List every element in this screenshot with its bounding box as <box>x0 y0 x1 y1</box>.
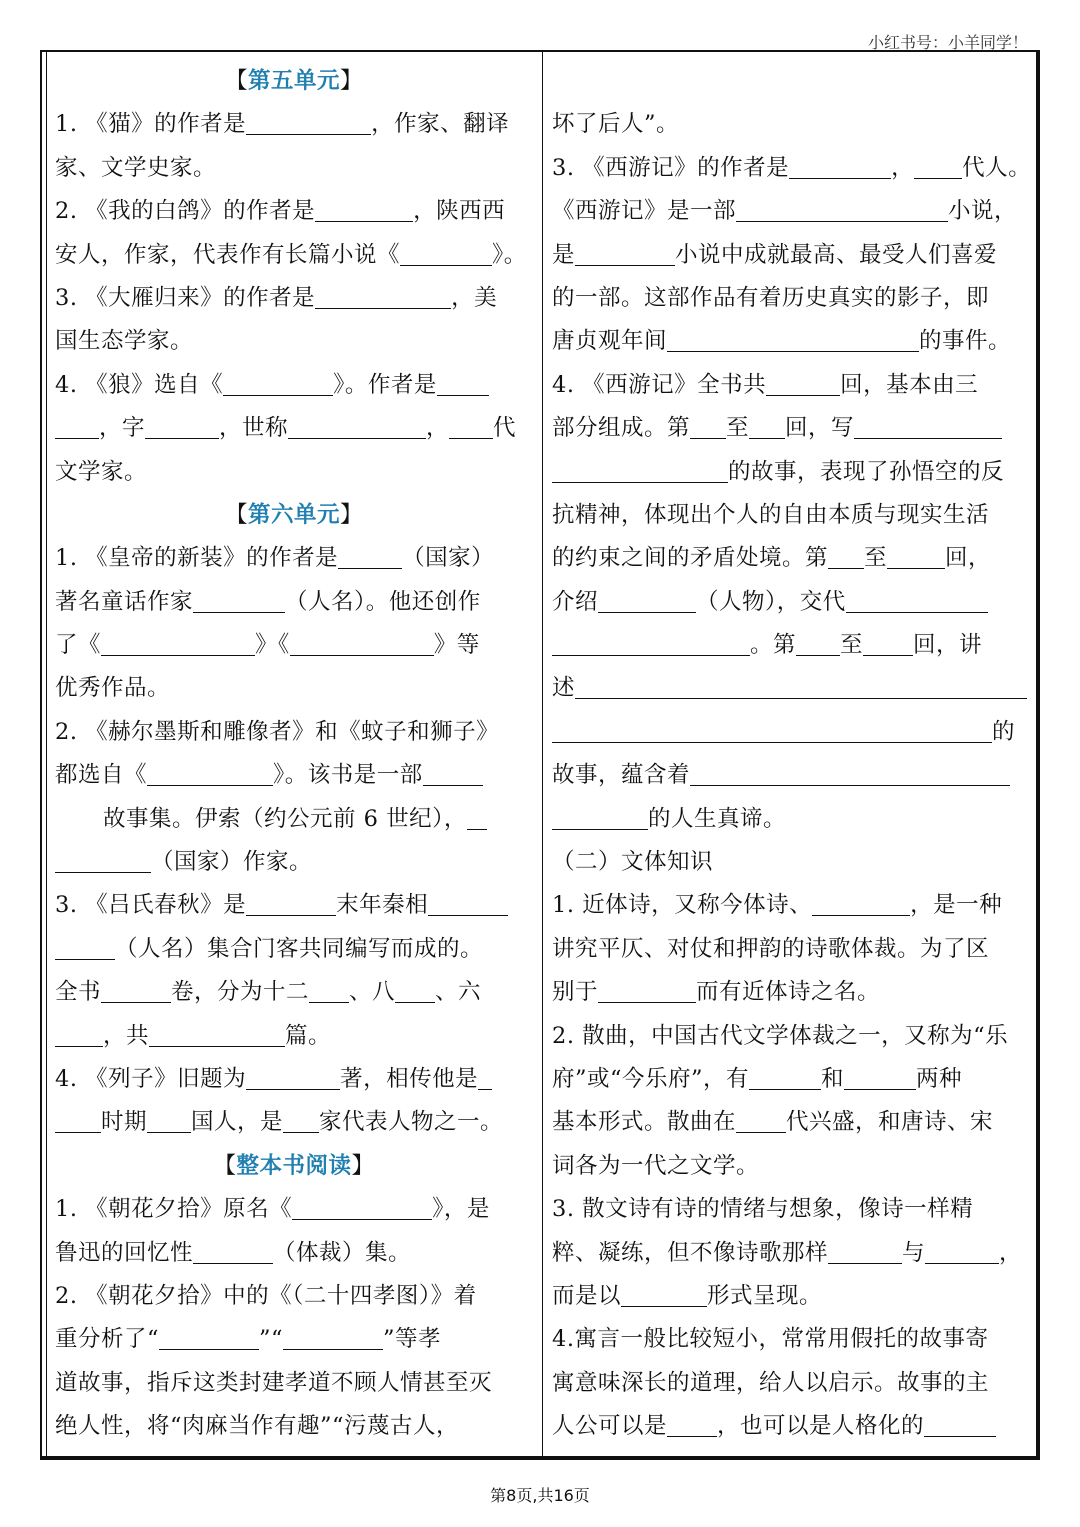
q-emperor-line2: 著名童话作家 （人名）。他还创作 <box>55 581 533 624</box>
q-sanqu-line3: 基本形式。散曲在 代兴盛，和唐诗、宋 <box>552 1101 1030 1144</box>
q-aesop-line3: 故事集。伊索（约公元前 6 世纪）， <box>55 798 533 841</box>
answer-blank[interactable] <box>423 759 483 786</box>
watermark: 小红书号：小羊同学！ <box>867 33 1028 52</box>
answer-blank[interactable] <box>796 629 840 656</box>
q-chapters-line10: 故事，蕴含着 <box>552 754 1030 797</box>
answer-blank[interactable] <box>846 586 988 613</box>
answer-blank[interactable] <box>55 412 99 439</box>
answer-blank[interactable] <box>437 369 489 396</box>
answer-blank[interactable] <box>223 369 333 396</box>
q-chapters-line9: 的 <box>552 711 1030 754</box>
answer-blank[interactable] <box>812 889 910 916</box>
q-sanqu-line1: 2. 散曲，中国古代文学体裁之一，又称为“乐 <box>552 1022 1009 1049</box>
answer-blank[interactable] <box>925 1237 999 1264</box>
answer-blank[interactable] <box>288 412 426 439</box>
q-lushi-line2: （人名）集合门客共同编写而成的。 <box>55 928 533 971</box>
q-fable-line3: 人公可以是 ，也可以是人格化的 <box>552 1405 1030 1448</box>
right-column <box>552 60 1030 1449</box>
whole-book-heading: 【整本书阅读】 <box>213 1152 375 1179</box>
q-liezi-line1: 4. 《列子》旧题为 著，相传他是 <box>55 1058 533 1101</box>
q-xiyou-line3: 是 小说中成就最高、最受人们喜爱 <box>552 234 1030 277</box>
unit5-heading: 【第五单元】 <box>224 68 364 94</box>
answer-blank[interactable] <box>914 152 962 179</box>
answer-blank[interactable] <box>863 629 913 656</box>
answer-blank[interactable] <box>400 239 492 266</box>
answer-blank[interactable] <box>246 889 336 916</box>
q-morning-line2: 鲁迅的回忆性 （体裁）集。 <box>55 1232 533 1275</box>
answer-blank[interactable] <box>598 976 696 1003</box>
q-emperor-line1: 1. 《皇帝的新装》的作者是 （国家） <box>55 537 533 580</box>
answer-blank[interactable] <box>844 1063 916 1090</box>
q-cat-line2: 家、文学史家。 <box>55 154 217 181</box>
answer-blank[interactable] <box>283 1106 319 1133</box>
answer-blank[interactable] <box>552 456 728 483</box>
answer-blank[interactable] <box>395 976 435 1003</box>
q-emperor-line3: 了《 》《 》等 <box>55 624 533 667</box>
section-genre-heading: （二）文体知识 <box>552 849 714 876</box>
q-wolf-line2: ，字 ，世称 ， 代 <box>55 407 533 450</box>
q-xiyou-line2: 《西游记》是一部 小说， <box>552 190 1030 233</box>
answer-blank[interactable] <box>338 542 402 569</box>
answer-blank[interactable] <box>145 412 219 439</box>
q-pigeon-line1: 2. 《我的白鸽》的作者是 ，陕西西 <box>55 190 533 233</box>
answer-blank[interactable] <box>575 239 675 266</box>
answer-blank[interactable] <box>55 1106 101 1133</box>
answer-blank[interactable] <box>101 976 171 1003</box>
answer-blank[interactable] <box>924 1410 996 1437</box>
answer-blank[interactable] <box>789 152 891 179</box>
answer-blank[interactable] <box>478 1063 492 1090</box>
q-fable-line2: 寓意味深长的道理，给人以启示。故事的主 <box>552 1369 990 1396</box>
q-filial-line2: 重分析了“ ”“ ”等孝 <box>55 1318 533 1361</box>
answer-blank[interactable] <box>854 412 1002 439</box>
answer-blank[interactable] <box>315 282 451 309</box>
answer-blank[interactable] <box>290 629 434 656</box>
answer-blank[interactable] <box>749 1063 821 1090</box>
q-chapters-line5: 的约束之间的矛盾处境。第 至 回， <box>552 537 1030 580</box>
q-chapters-line11: 的人生真谛。 <box>552 798 1030 841</box>
answer-blank[interactable] <box>467 803 487 830</box>
q-aesop-line4: （国家）作家。 <box>55 841 533 884</box>
answer-blank[interactable] <box>283 1323 383 1350</box>
answer-blank[interactable] <box>667 1410 717 1437</box>
page-number: 第8页,共16页 <box>490 1486 590 1505</box>
answer-blank[interactable] <box>159 1323 259 1350</box>
q-filial-line1: 2. 《朝花夕拾》中的《（二十四孝图）》着 <box>55 1282 477 1309</box>
q-xiyou-line4: 的一部。这部作品有着历史真实的影子，即 <box>552 284 990 311</box>
q-prosepoem-line2: 粹、凝练，但不像诗歌那样 与 ， <box>552 1232 1030 1275</box>
answer-blank[interactable] <box>449 412 493 439</box>
q-emperor-line4: 优秀作品。 <box>55 675 171 702</box>
answer-blank[interactable] <box>309 976 349 1003</box>
answer-blank[interactable] <box>428 889 508 916</box>
frame-inner-rule <box>46 52 47 1456</box>
answer-blank[interactable] <box>736 195 948 222</box>
q-wolf-line1: 4. 《狼》选自《 》。作者是 <box>55 364 533 407</box>
q-aesop-line2: 都选自《 》。该书是一部 <box>55 754 533 797</box>
answer-blank[interactable] <box>828 542 864 569</box>
q-prosepoem-line1: 3. 散文诗有诗的情绪与想象，像诗一样精 <box>552 1196 974 1223</box>
q-poem-line3: 别于 而有近体诗之名。 <box>552 971 1030 1014</box>
answer-blank[interactable] <box>55 1020 103 1047</box>
answer-blank[interactable] <box>552 629 750 656</box>
q-chapters-line4: 抗精神，体现出个人的自由本质与现实生活 <box>552 501 990 528</box>
answer-blank[interactable] <box>690 759 1010 786</box>
q-filial-line4: 绝人性，将“肉麻当作有趣”“污蔑古人， <box>55 1413 460 1440</box>
q-liezi-line2: 时期 国人，是 家代表人物之一。 <box>55 1101 533 1144</box>
answer-blank[interactable] <box>552 716 992 743</box>
column-divider <box>542 52 543 1456</box>
answer-blank[interactable] <box>621 1280 707 1307</box>
answer-blank[interactable] <box>667 325 919 352</box>
q-lushi-line1: 3. 《吕氏春秋》是 末年秦相 <box>55 884 533 927</box>
answer-blank[interactable] <box>736 1106 786 1133</box>
q-chapters-line3: 的故事，表现了孙悟空的反 <box>552 451 1030 494</box>
answer-blank[interactable] <box>246 1063 340 1090</box>
answer-blank[interactable] <box>147 1106 191 1133</box>
q-geese-line2: 国生态学家。 <box>55 328 194 355</box>
answer-blank[interactable] <box>101 629 255 656</box>
q-xiyou-line5: 唐贞观年间 的事件。 <box>552 320 1030 363</box>
worksheet-frame <box>40 50 1040 1460</box>
answer-blank[interactable] <box>887 542 945 569</box>
q-aesop-line1: 2. 《赫尔墨斯和雕像者》和《蚊子和狮子》 <box>55 718 500 745</box>
answer-blank[interactable] <box>828 1237 902 1264</box>
q-chapters-line2: 部分组成。第 至 回，写 <box>552 407 1030 450</box>
r-continued-line: 坏了后人”。 <box>552 111 680 138</box>
q-wolf-line3: 文学家。 <box>55 458 148 485</box>
q-poem-line2: 讲究平仄、对仗和押韵的诗歌体裁。为了区 <box>552 935 990 962</box>
q-chapters-line8: 述 <box>552 667 1030 710</box>
q-geese-line1: 3. 《大雁归来》的作者是 ，美 <box>55 277 533 320</box>
answer-blank[interactable] <box>193 1237 273 1264</box>
answer-blank[interactable] <box>149 1020 285 1047</box>
q-morning-line1: 1. 《朝花夕拾》原名《 》，是 <box>55 1188 533 1231</box>
answer-blank[interactable] <box>315 195 413 222</box>
q-sanqu-line2: 府”或“今乐府”，有 和 两种 <box>552 1058 1030 1101</box>
q-lushi-line3: 全书 卷，分为十二 、八 、六 <box>55 971 533 1014</box>
answer-blank[interactable] <box>552 803 648 830</box>
q-poem-line1: 1. 近体诗，又称今体诗、 ，是一种 <box>552 884 1030 927</box>
answer-blank[interactable] <box>292 1193 432 1220</box>
q-sanqu-line4: 词各为一代之文学。 <box>552 1152 760 1179</box>
q-fable-line1: 4.寓言一般比较短小，常常用假托的故事寄 <box>552 1326 989 1353</box>
answer-blank[interactable] <box>55 846 151 873</box>
answer-blank[interactable] <box>766 369 840 396</box>
q-prosepoem-line3: 而是以 形式呈现。 <box>552 1275 1030 1318</box>
answer-blank[interactable] <box>598 586 696 613</box>
q-cat-line1: 1. 《猫》的作者是 ，作家、翻译 <box>55 103 533 146</box>
answer-blank[interactable] <box>749 412 785 439</box>
q-chapters-line6: 介绍 （人物），交代 <box>552 581 1030 624</box>
answer-blank[interactable] <box>690 412 726 439</box>
q-xiyou-line1: 3. 《西游记》的作者是 ， 代人。 <box>552 147 1030 190</box>
unit6-heading: 【第六单元】 <box>224 501 364 528</box>
answer-blank[interactable] <box>55 933 115 960</box>
q-lushi-line4: ，共 篇。 <box>55 1015 533 1058</box>
q-chapters-line7: 。第 至 回，讲 <box>552 624 1030 667</box>
answer-blank[interactable] <box>246 108 371 135</box>
answer-blank[interactable] <box>147 759 273 786</box>
answer-blank[interactable] <box>193 586 285 613</box>
q-filial-line3: 道故事，指斥这类封建孝道不顾人情甚至灭 <box>55 1369 493 1396</box>
answer-blank[interactable] <box>575 672 1027 699</box>
q-chapters-line1: 4. 《西游记》全书共 回，基本由三 <box>552 364 1030 407</box>
q-pigeon-line2: 安人，作家，代表作有长篇小说《 》。 <box>55 234 533 277</box>
left-column <box>55 60 533 1449</box>
